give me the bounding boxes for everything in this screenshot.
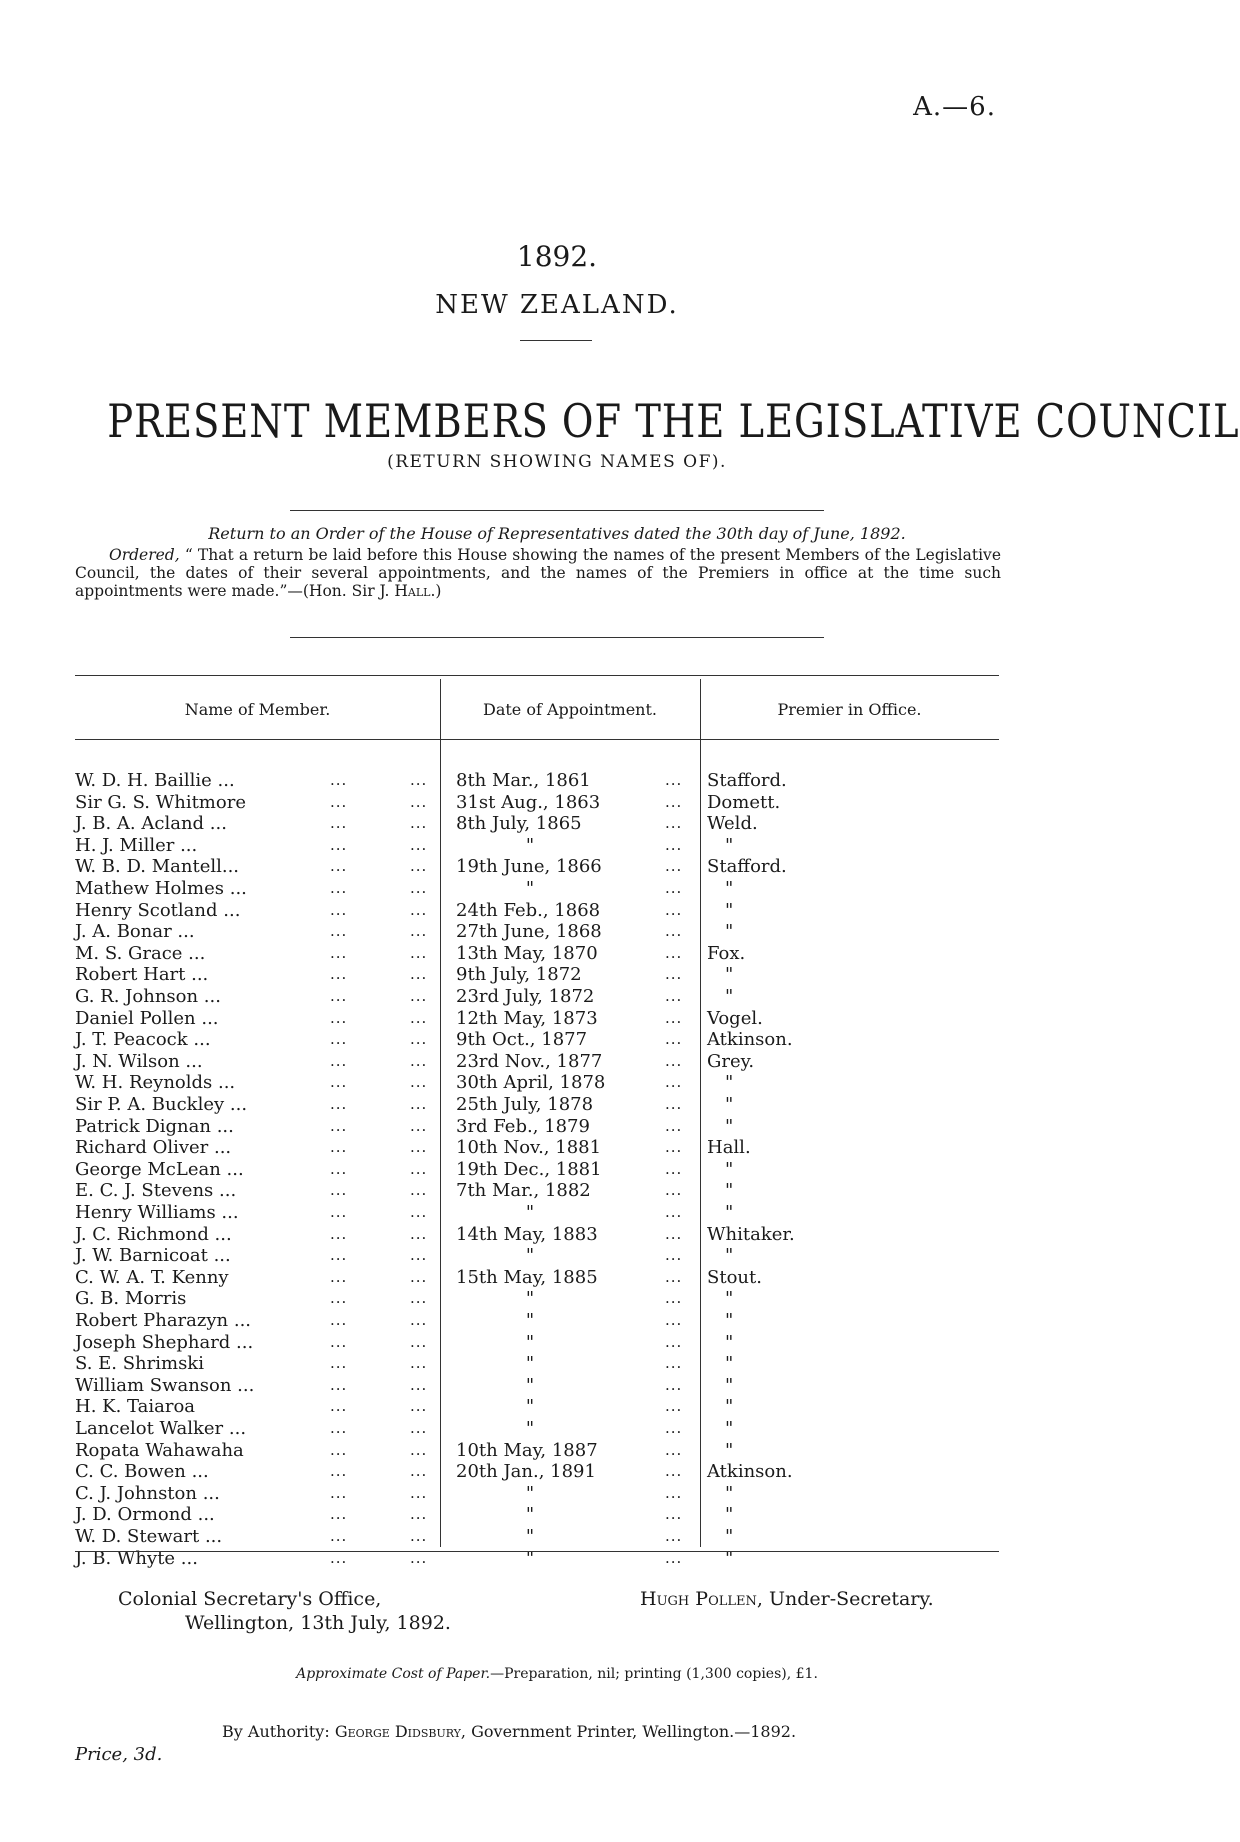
leader-dots: ...: [665, 1073, 683, 1092]
leader-dots: ...: [330, 987, 348, 1005]
order-mover: Hall.: [394, 582, 436, 600]
member-name: S. E. Shrimski: [75, 1353, 204, 1375]
table-row: [75, 1008, 999, 1030]
premier-name: Atkinson.: [707, 1461, 793, 1483]
table-row: [75, 770, 999, 792]
document-year: 1892.: [516, 240, 598, 273]
premier-name: ": [725, 834, 734, 856]
leader-dots: ...: [410, 1246, 428, 1265]
leader-dots: ...: [330, 792, 348, 811]
premier-name: ": [725, 1202, 734, 1223]
appointment-date: 27th June, 1868: [456, 921, 602, 943]
table-row: [75, 1245, 999, 1267]
table-row: [75, 1375, 999, 1397]
leader-dots: ...: [665, 1527, 683, 1545]
leader-dots: ...: [330, 1311, 348, 1329]
leader-dots: ...: [665, 1203, 683, 1221]
leader-dots: ...: [410, 1462, 428, 1481]
table-row: [75, 878, 999, 900]
leader-dots: ...: [410, 1073, 428, 1092]
leader-dots: ...: [665, 814, 683, 833]
table-row: [75, 1483, 999, 1505]
leader-dots: ...: [330, 1462, 348, 1481]
appointment-date: 14th May, 1883: [456, 1223, 598, 1245]
premier-name: ": [725, 899, 734, 921]
table-row: [75, 1396, 999, 1418]
table-row: [75, 1418, 999, 1440]
table-header-rule: [75, 739, 999, 740]
member-name: Lancelot Walker ...: [75, 1418, 247, 1439]
table-row: [75, 1288, 999, 1310]
member-name: J. B. A. Acland ...: [75, 813, 227, 835]
leader-dots: ...: [410, 1419, 428, 1437]
leader-dots: ...: [665, 965, 683, 984]
member-name: Ropata Wahawaha: [75, 1439, 244, 1461]
leader-dots: ...: [410, 792, 428, 811]
member-name: C. J. Johnston ...: [75, 1482, 220, 1504]
cost-line: [0, 1666, 1114, 1682]
appointment-date: ": [525, 1374, 535, 1396]
table-row: [75, 1440, 999, 1462]
premier-name: Fox.: [707, 942, 746, 964]
premier-name: Weld.: [707, 813, 758, 835]
leader-dots: ...: [410, 1375, 428, 1394]
member-name: H. J. Miller ...: [75, 834, 198, 856]
leader-dots: ...: [330, 922, 348, 941]
header-date: Date of Appointment.: [483, 700, 657, 719]
order-text: [75, 546, 1001, 600]
member-name: Robert Pharazyn ...: [75, 1310, 252, 1331]
appointment-date: ": [525, 1331, 535, 1353]
table-row: [75, 1267, 999, 1289]
leader-dots: ...: [665, 1419, 683, 1437]
members-table: [75, 675, 999, 1570]
appointment-date: 23rd July, 1872: [456, 986, 595, 1007]
leader-dots: ...: [410, 1138, 428, 1157]
appointment-date: 10th Nov., 1881: [456, 1137, 602, 1159]
signer-title: Under-Secretary.: [768, 1588, 934, 1610]
member-name: Sir G. S. Whitmore: [75, 791, 246, 813]
appointment-date: ": [525, 1353, 535, 1375]
member-name: G. R. Johnson ...: [75, 986, 221, 1007]
appointment-date: 8th Mar., 1861: [456, 770, 591, 791]
member-name: W. D. H. Baillie ...: [75, 770, 235, 791]
premier-name: ": [725, 1245, 734, 1267]
table-row: [75, 1224, 999, 1246]
member-name: C. C. Bowen ...: [75, 1461, 209, 1483]
leader-dots: ...: [410, 1030, 428, 1049]
member-name: J. T. Peacock ...: [75, 1029, 211, 1051]
price: Price, 3d.: [75, 1744, 163, 1765]
leader-dots: ...: [330, 1008, 348, 1027]
premier-name: ": [725, 878, 734, 899]
appointment-date: ": [525, 1482, 535, 1504]
signer-name: Hugh Pollen,: [640, 1588, 763, 1610]
leader-dots: ...: [410, 771, 428, 789]
appointment-date: ": [525, 1288, 535, 1310]
order-divider: [290, 637, 824, 638]
header-divider: [520, 340, 592, 341]
office-line-2: Wellington, 13th July, 1892.: [185, 1612, 451, 1634]
leader-dots: ...: [665, 1267, 683, 1286]
appointment-date: 20th Jan., 1891: [456, 1461, 596, 1483]
table-row: [75, 986, 999, 1008]
leader-dots: ...: [665, 987, 683, 1005]
leader-dots: ...: [665, 1462, 683, 1481]
leader-dots: ...: [410, 1159, 428, 1178]
leader-dots: ...: [410, 1354, 428, 1373]
leader-dots: ...: [665, 900, 683, 919]
premier-name: Atkinson.: [707, 1029, 793, 1051]
leader-dots: ...: [665, 1246, 683, 1265]
leader-dots: ...: [665, 1095, 683, 1113]
appointment-date: ": [525, 1396, 535, 1418]
table-row: [75, 1526, 999, 1548]
member-name: J. W. Barnicoat ...: [75, 1245, 231, 1267]
leader-dots: ...: [330, 1419, 348, 1437]
leader-dots: ...: [410, 1548, 428, 1567]
premier-name: ": [725, 1158, 734, 1180]
member-name: M. S. Grace ...: [75, 942, 206, 964]
appointment-date: 9th July, 1872: [456, 964, 582, 986]
leader-dots: ...: [330, 1073, 348, 1092]
leader-dots: ...: [665, 1548, 683, 1567]
appointment-date: 8th July, 1865: [456, 813, 582, 835]
leader-dots: ...: [330, 1354, 348, 1373]
premier-name: Stout.: [707, 1266, 762, 1288]
leader-dots: ...: [665, 771, 683, 789]
table-row: [75, 1202, 999, 1224]
leader-dots: ...: [410, 1505, 428, 1524]
premier-name: ": [725, 1115, 734, 1137]
leader-dots: ...: [330, 1138, 348, 1157]
member-name: Daniel Pollen ...: [75, 1007, 219, 1029]
member-name: H. K. Taiaroa: [75, 1396, 196, 1418]
leader-dots: ...: [665, 1311, 683, 1329]
premier-name: ": [725, 1072, 734, 1094]
premier-name: ": [725, 1526, 734, 1547]
order-body: “ That a return be laid before this House showing the names of the present Members of the Legislative Council, the dates of their several appointments, and the names of the Premiers in office at the time such appointments were made.”—(Hon. Sir J.: [75, 546, 1001, 600]
leader-dots: ...: [330, 1051, 348, 1070]
order-heading: Return to an Order of the House of Representatives dated the 30th day of June, 1892.: [208, 524, 906, 543]
leader-dots: ...: [410, 1311, 428, 1329]
appointment-date: 23rd Nov., 1877: [456, 1050, 603, 1072]
member-name: J. A. Bonar ...: [75, 921, 195, 943]
leader-dots: ...: [665, 1440, 683, 1459]
leader-dots: ...: [330, 771, 348, 789]
member-name: J. N. Wilson ...: [75, 1050, 203, 1072]
leader-dots: ...: [330, 857, 348, 876]
header-premier: Premier in Office.: [777, 700, 922, 719]
appointment-date: ": [525, 1547, 535, 1569]
member-name: G. B. Morris: [75, 1288, 187, 1310]
leader-dots: ...: [665, 943, 683, 962]
leader-dots: ...: [410, 965, 428, 984]
leader-dots: ...: [665, 1289, 683, 1308]
leader-dots: ...: [330, 879, 348, 897]
appointment-date: ": [525, 1202, 535, 1223]
member-name: Joseph Shephard ...: [75, 1331, 254, 1353]
table-row: [75, 1029, 999, 1051]
leader-dots: ...: [665, 1375, 683, 1394]
document-reference: A.—6.: [913, 92, 996, 122]
leader-dots: ...: [410, 1224, 428, 1243]
leader-dots: ...: [410, 1008, 428, 1027]
leader-dots: ...: [330, 835, 348, 854]
leader-dots: ...: [330, 1159, 348, 1178]
premier-name: Domett.: [707, 791, 781, 813]
table-bottom-rule: [75, 1551, 999, 1552]
appointment-date: 19th June, 1866: [456, 856, 602, 878]
premier-name: ": [725, 986, 734, 1007]
leader-dots: ...: [330, 1116, 348, 1135]
member-name: J. C. Richmond ...: [75, 1223, 232, 1245]
leader-dots: ...: [665, 1159, 683, 1178]
member-name: J. B. Whyte ...: [75, 1547, 198, 1569]
leader-dots: ...: [330, 1440, 348, 1459]
table-row: [75, 1504, 999, 1526]
leader-dots: ...: [410, 835, 428, 854]
leader-dots: ...: [410, 900, 428, 919]
leader-dots: ...: [665, 1397, 683, 1416]
table-row: [75, 1137, 999, 1159]
leader-dots: ...: [665, 1354, 683, 1373]
leader-dots: ...: [665, 1224, 683, 1243]
premier-name: ": [725, 1547, 734, 1569]
member-name: Patrick Dignan ...: [75, 1115, 234, 1137]
leader-dots: ...: [410, 879, 428, 897]
leader-dots: ...: [330, 1095, 348, 1113]
table-row: [75, 1310, 999, 1332]
table-row: [75, 1332, 999, 1354]
table-row: [75, 1072, 999, 1094]
appointment-date: 25th July, 1878: [456, 1094, 594, 1115]
order-close: ): [435, 582, 442, 600]
leader-dots: ...: [330, 1267, 348, 1286]
leader-dots: ...: [665, 1505, 683, 1524]
premier-name: ": [725, 921, 734, 943]
leader-dots: ...: [410, 857, 428, 876]
appointment-date: ": [525, 1418, 535, 1439]
leader-dots: ...: [330, 900, 348, 919]
appointment-date: 7th Mar., 1882: [456, 1180, 591, 1202]
premier-name: ": [725, 1288, 734, 1310]
leader-dots: ...: [410, 1051, 428, 1070]
premier-name: Grey.: [707, 1050, 755, 1072]
leader-dots: ...: [330, 1030, 348, 1049]
premier-name: ": [725, 1439, 734, 1461]
leader-dots: ...: [410, 1483, 428, 1502]
leader-dots: ...: [410, 814, 428, 833]
member-name: Henry Scotland ...: [75, 899, 241, 921]
appointment-date: 24th Feb., 1868: [456, 899, 601, 921]
leader-dots: ...: [410, 1527, 428, 1545]
leader-dots: ...: [665, 1008, 683, 1027]
leader-dots: ...: [665, 792, 683, 811]
leader-dots: ...: [330, 943, 348, 962]
premier-name: Stafford.: [707, 856, 787, 878]
premier-name: ": [725, 1504, 734, 1526]
header-name: Name of Member.: [184, 700, 331, 719]
appointment-date: 15th May, 1885: [456, 1266, 598, 1288]
premier-name: ": [725, 1310, 734, 1331]
table-row: [75, 1159, 999, 1181]
appointment-date: 3rd Feb., 1879: [456, 1115, 590, 1137]
table-row: [75, 1353, 999, 1375]
member-name: W. D. Stewart ...: [75, 1526, 223, 1547]
leader-dots: ...: [410, 943, 428, 962]
member-name: J. D. Ormond ...: [75, 1504, 215, 1526]
leader-dots: ...: [330, 1203, 348, 1221]
leader-dots: ...: [330, 1505, 348, 1524]
page-title: PRESENT MEMBERS OF THE LEGISLATIVE COUNCIL: [107, 394, 1240, 448]
member-name: E. C. J. Stevens ...: [75, 1180, 237, 1202]
member-name: George McLean ...: [75, 1158, 244, 1180]
member-name: W. H. Reynolds ...: [75, 1072, 236, 1094]
table-top-rule: [75, 675, 999, 676]
authority-suffix: Government Printer, Wellington.—1892.: [471, 1722, 797, 1741]
appointment-date: 10th May, 1887: [456, 1439, 598, 1461]
table-row: [75, 1094, 999, 1116]
premier-name: ": [725, 964, 734, 986]
premier-name: ": [725, 1396, 734, 1418]
appointment-date: ": [525, 834, 535, 856]
page-subtitle: (RETURN SHOWING NAMES OF).: [387, 452, 727, 472]
table-row: [75, 943, 999, 965]
premier-name: ": [725, 1482, 734, 1504]
leader-dots: ...: [330, 1332, 348, 1351]
leader-dots: ...: [330, 1246, 348, 1265]
premier-name: ": [725, 1180, 734, 1202]
table-row: [75, 835, 999, 857]
leader-dots: ...: [665, 857, 683, 876]
appointment-date: 19th Dec., 1881: [456, 1158, 602, 1180]
premier-name: ": [725, 1418, 734, 1439]
member-name: William Swanson ...: [75, 1374, 255, 1396]
leader-dots: ...: [330, 1181, 348, 1200]
table-row: [75, 856, 999, 878]
leader-dots: ...: [665, 922, 683, 941]
leader-dots: ...: [665, 1116, 683, 1135]
member-name: Sir P. A. Buckley ...: [75, 1094, 248, 1115]
leader-dots: ...: [665, 1051, 683, 1070]
table-row: [75, 900, 999, 922]
appointment-date: 12th May, 1873: [456, 1007, 598, 1029]
member-name: Mathew Holmes ...: [75, 878, 247, 899]
appointment-date: 30th April, 1878: [456, 1072, 606, 1094]
leader-dots: ...: [665, 1332, 683, 1351]
premier-name: Hall.: [707, 1137, 751, 1159]
leader-dots: ...: [410, 1116, 428, 1135]
leader-dots: ...: [410, 987, 428, 1005]
member-name: Henry Williams ...: [75, 1202, 239, 1223]
appointment-date: 9th Oct., 1877: [456, 1029, 588, 1051]
leader-dots: ...: [330, 1375, 348, 1394]
document-country: NEW ZEALAND.: [435, 290, 679, 320]
leader-dots: ...: [410, 1267, 428, 1286]
leader-dots: ...: [410, 1289, 428, 1308]
table-row: [75, 1116, 999, 1138]
table-row: [75, 1051, 999, 1073]
leader-dots: ...: [410, 1397, 428, 1416]
appointment-date: ": [525, 1310, 535, 1331]
member-name: W. B. D. Mantell...: [75, 856, 240, 878]
leader-dots: ...: [330, 1548, 348, 1567]
table-row: [75, 1180, 999, 1202]
leader-dots: ...: [330, 965, 348, 984]
leader-dots: ...: [410, 1203, 428, 1221]
printer-name: George Didsbury,: [334, 1722, 467, 1741]
leader-dots: ...: [410, 1095, 428, 1113]
leader-dots: ...: [410, 1332, 428, 1351]
leader-dots: ...: [330, 1289, 348, 1308]
leader-dots: ...: [665, 835, 683, 854]
premier-name: Stafford.: [707, 770, 787, 791]
appointment-date: 31st Aug., 1863: [456, 791, 601, 813]
leader-dots: ...: [410, 922, 428, 941]
leader-dots: ...: [330, 1483, 348, 1502]
member-name: Robert Hart ...: [75, 964, 209, 986]
authority-prefix: By Authority:: [222, 1722, 330, 1741]
premier-name: ": [725, 1331, 734, 1353]
table-row: [75, 921, 999, 943]
leader-dots: ...: [665, 1138, 683, 1157]
signature-block: [640, 1588, 934, 1610]
cost-label: Approximate Cost of Paper.: [296, 1666, 491, 1682]
appointment-date: ": [525, 1245, 535, 1267]
ordered-word: Ordered,: [109, 546, 180, 564]
member-name: C. W. A. T. Kenny: [75, 1266, 229, 1288]
leader-dots: ...: [330, 814, 348, 833]
appointment-date: ": [525, 1504, 535, 1526]
premier-name: ": [725, 1094, 734, 1115]
office-line-1: Colonial Secretary's Office,: [118, 1588, 382, 1610]
table-row: [75, 964, 999, 986]
cost-text: —Preparation, nil; printing (1,300 copies), £1.: [490, 1666, 818, 1682]
leader-dots: ...: [665, 879, 683, 897]
appointment-date: ": [525, 1526, 535, 1547]
premier-name: ": [725, 1374, 734, 1396]
appointment-date: 13th May, 1870: [456, 942, 598, 964]
leader-dots: ...: [410, 1440, 428, 1459]
title-divider: [290, 510, 824, 511]
table-row: [75, 813, 999, 835]
leader-dots: ...: [330, 1397, 348, 1416]
authority-line: [222, 1722, 796, 1741]
appointment-date: ": [525, 878, 535, 899]
leader-dots: ...: [665, 1483, 683, 1502]
member-name: Richard Oliver ...: [75, 1137, 232, 1159]
premier-name: Whitaker.: [707, 1223, 795, 1245]
leader-dots: ...: [330, 1527, 348, 1545]
table-row: [75, 792, 999, 814]
leader-dots: ...: [665, 1181, 683, 1200]
leader-dots: ...: [665, 1030, 683, 1049]
leader-dots: ...: [410, 1181, 428, 1200]
table-row: [75, 1461, 999, 1483]
premier-name: Vogel.: [707, 1007, 763, 1029]
premier-name: ": [725, 1353, 734, 1375]
leader-dots: ...: [330, 1224, 348, 1243]
